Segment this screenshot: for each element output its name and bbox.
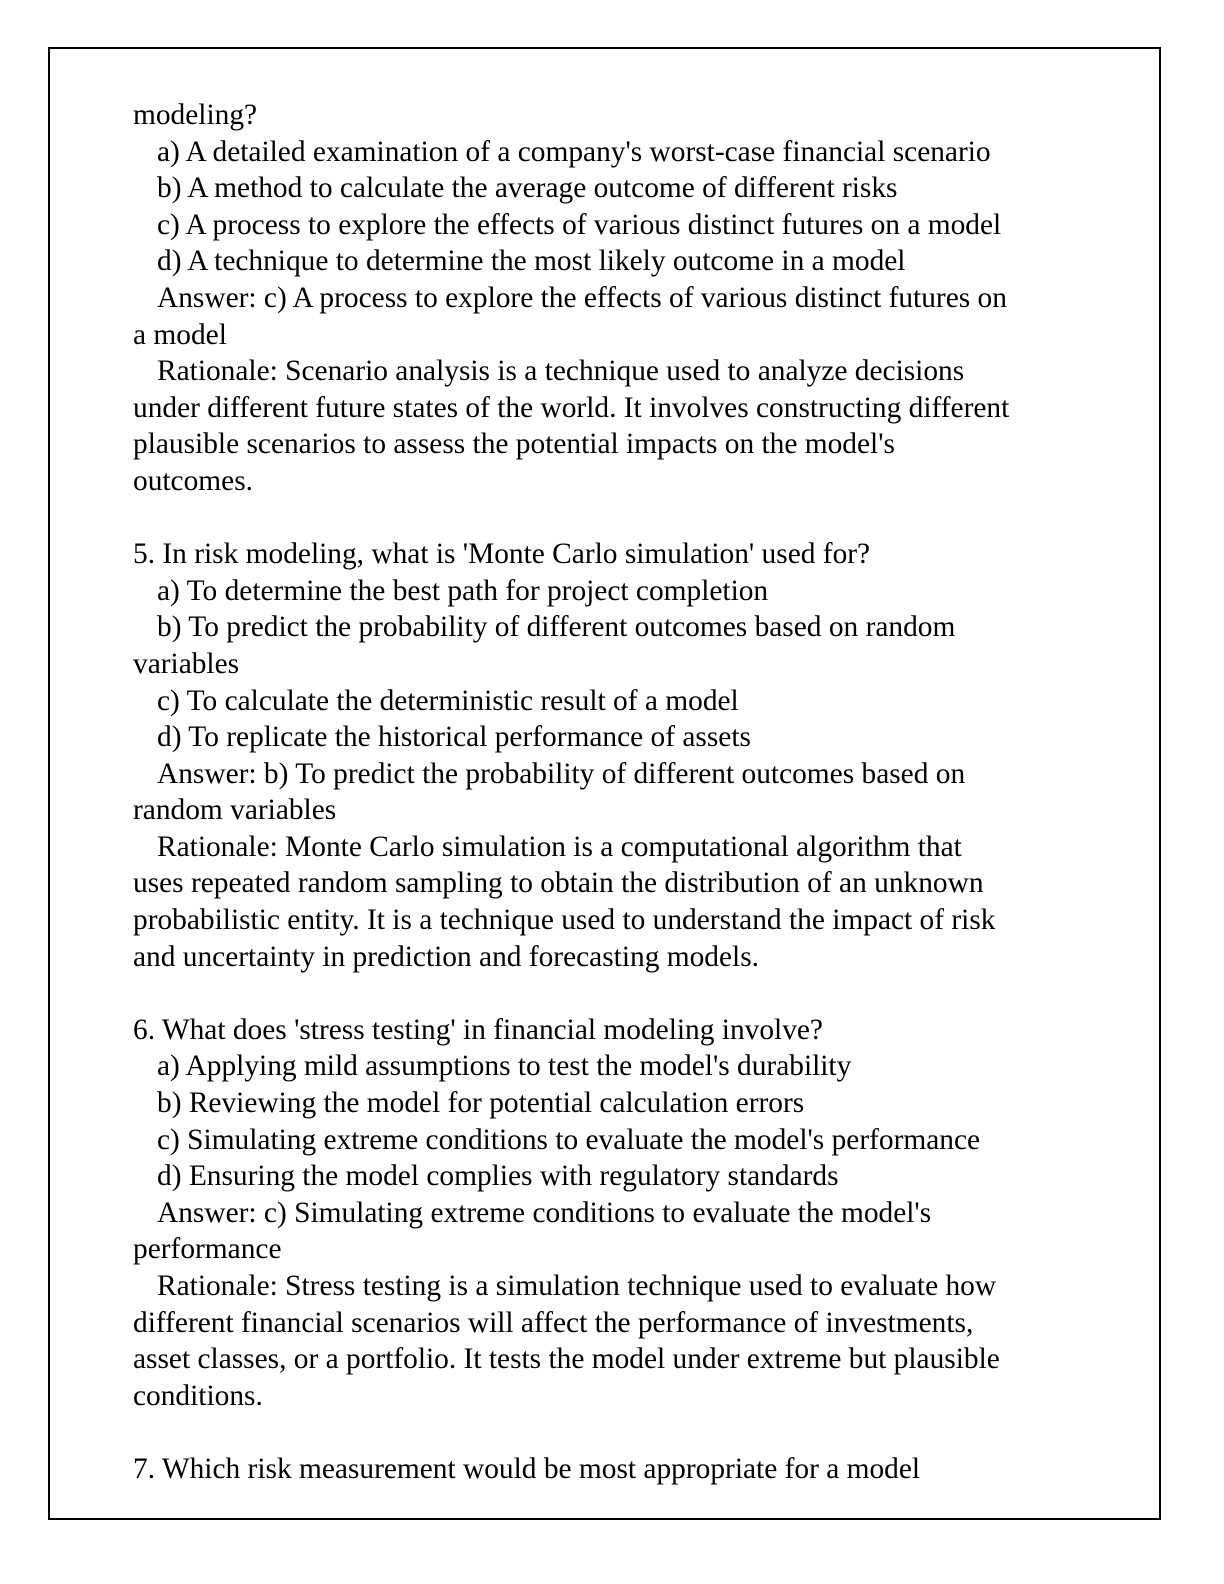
rationale-line-continued: conditions. bbox=[133, 1379, 263, 1412]
answer-line-continued: a model bbox=[133, 318, 227, 351]
answer-line: Answer: c) Simulating extreme conditions to evaluate the model's bbox=[157, 1196, 932, 1229]
question-7 bbox=[133, 1451, 1123, 1488]
rationale-line-continued: uses repeated random sampling to obtain the distribution of an unknown bbox=[133, 867, 984, 900]
paragraph-gap bbox=[133, 500, 1123, 537]
option-d: d) A technique to determine the most likely outcome in a model bbox=[157, 245, 906, 278]
option-d: d) Ensuring the model complies with regulatory standards bbox=[157, 1160, 839, 1193]
rationale-line-continued: under different future states of the world. It involves constructing different bbox=[133, 391, 1010, 424]
question-stem-tail: modeling? bbox=[133, 99, 258, 131]
rationale-line-continued: outcomes. bbox=[133, 464, 253, 497]
option-c: c) A process to explore the effects of various distinct futures on a model bbox=[157, 208, 1002, 241]
option-c: c) To calculate the deterministic result of a model bbox=[157, 684, 739, 717]
document-body bbox=[133, 97, 1123, 1488]
rationale-line: Rationale: Monte Carlo simulation is a computational algorithm that bbox=[157, 830, 962, 863]
paragraph-gap bbox=[133, 1414, 1123, 1451]
answer-line-continued: performance bbox=[133, 1233, 282, 1266]
option-a: a) Applying mild assumptions to test the model's durability bbox=[157, 1050, 852, 1083]
answer-line: Answer: c) A process to explore the effects of various distinct futures on bbox=[157, 281, 1007, 314]
paragraph-gap bbox=[133, 975, 1123, 1012]
question-stem: 6. What does 'stress testing' in financial modeling involve? bbox=[133, 1013, 823, 1046]
option-a: a) To determine the best path for project completion bbox=[157, 574, 769, 607]
option-d: d) To replicate the historical performance of assets bbox=[157, 721, 751, 754]
option-b: b) Reviewing the model for potential calculation errors bbox=[157, 1087, 805, 1120]
rationale-line-continued: different financial scenarios will affect the performance of investments, bbox=[133, 1306, 974, 1339]
option-b: b) To predict the probability of different outcomes based on random bbox=[157, 611, 956, 644]
option-b: b) A method to calculate the average outcome of different risks bbox=[157, 172, 898, 205]
rationale-line-continued: probabilistic entity. It is a technique used to understand the impact of risk bbox=[133, 904, 996, 937]
rationale-line-continued: asset classes, or a portfolio. It tests the model under extreme but plausible bbox=[133, 1343, 1000, 1376]
rationale-line-continued: plausible scenarios to assess the potential impacts on the model's bbox=[133, 428, 895, 461]
rationale-line: Rationale: Stress testing is a simulation technique used to evaluate how bbox=[157, 1270, 997, 1302]
rationale-line-continued: and uncertainty in prediction and forecasting models. bbox=[133, 940, 759, 973]
answer-line-continued: random variables bbox=[133, 794, 337, 827]
option-b-continued: variables bbox=[133, 647, 240, 680]
question-stem: 7. Which risk measurement would be most appropriate for a model bbox=[133, 1452, 921, 1485]
option-a: a) A detailed examination of a company's worst-case financial scenario bbox=[157, 135, 991, 168]
option-c: c) Simulating extreme conditions to evaluate the model's performance bbox=[157, 1123, 981, 1156]
answer-line: Answer: b) To predict the probability of different outcomes based on bbox=[157, 757, 966, 790]
question-stem: 5. In risk modeling, what is 'Monte Carlo simulation' used for? bbox=[133, 538, 871, 571]
question-5 bbox=[133, 536, 1123, 975]
question-4 bbox=[133, 97, 1123, 500]
rationale-line: Rationale: Scenario analysis is a technique used to analyze decisions bbox=[157, 355, 965, 388]
question-6 bbox=[133, 1012, 1123, 1415]
